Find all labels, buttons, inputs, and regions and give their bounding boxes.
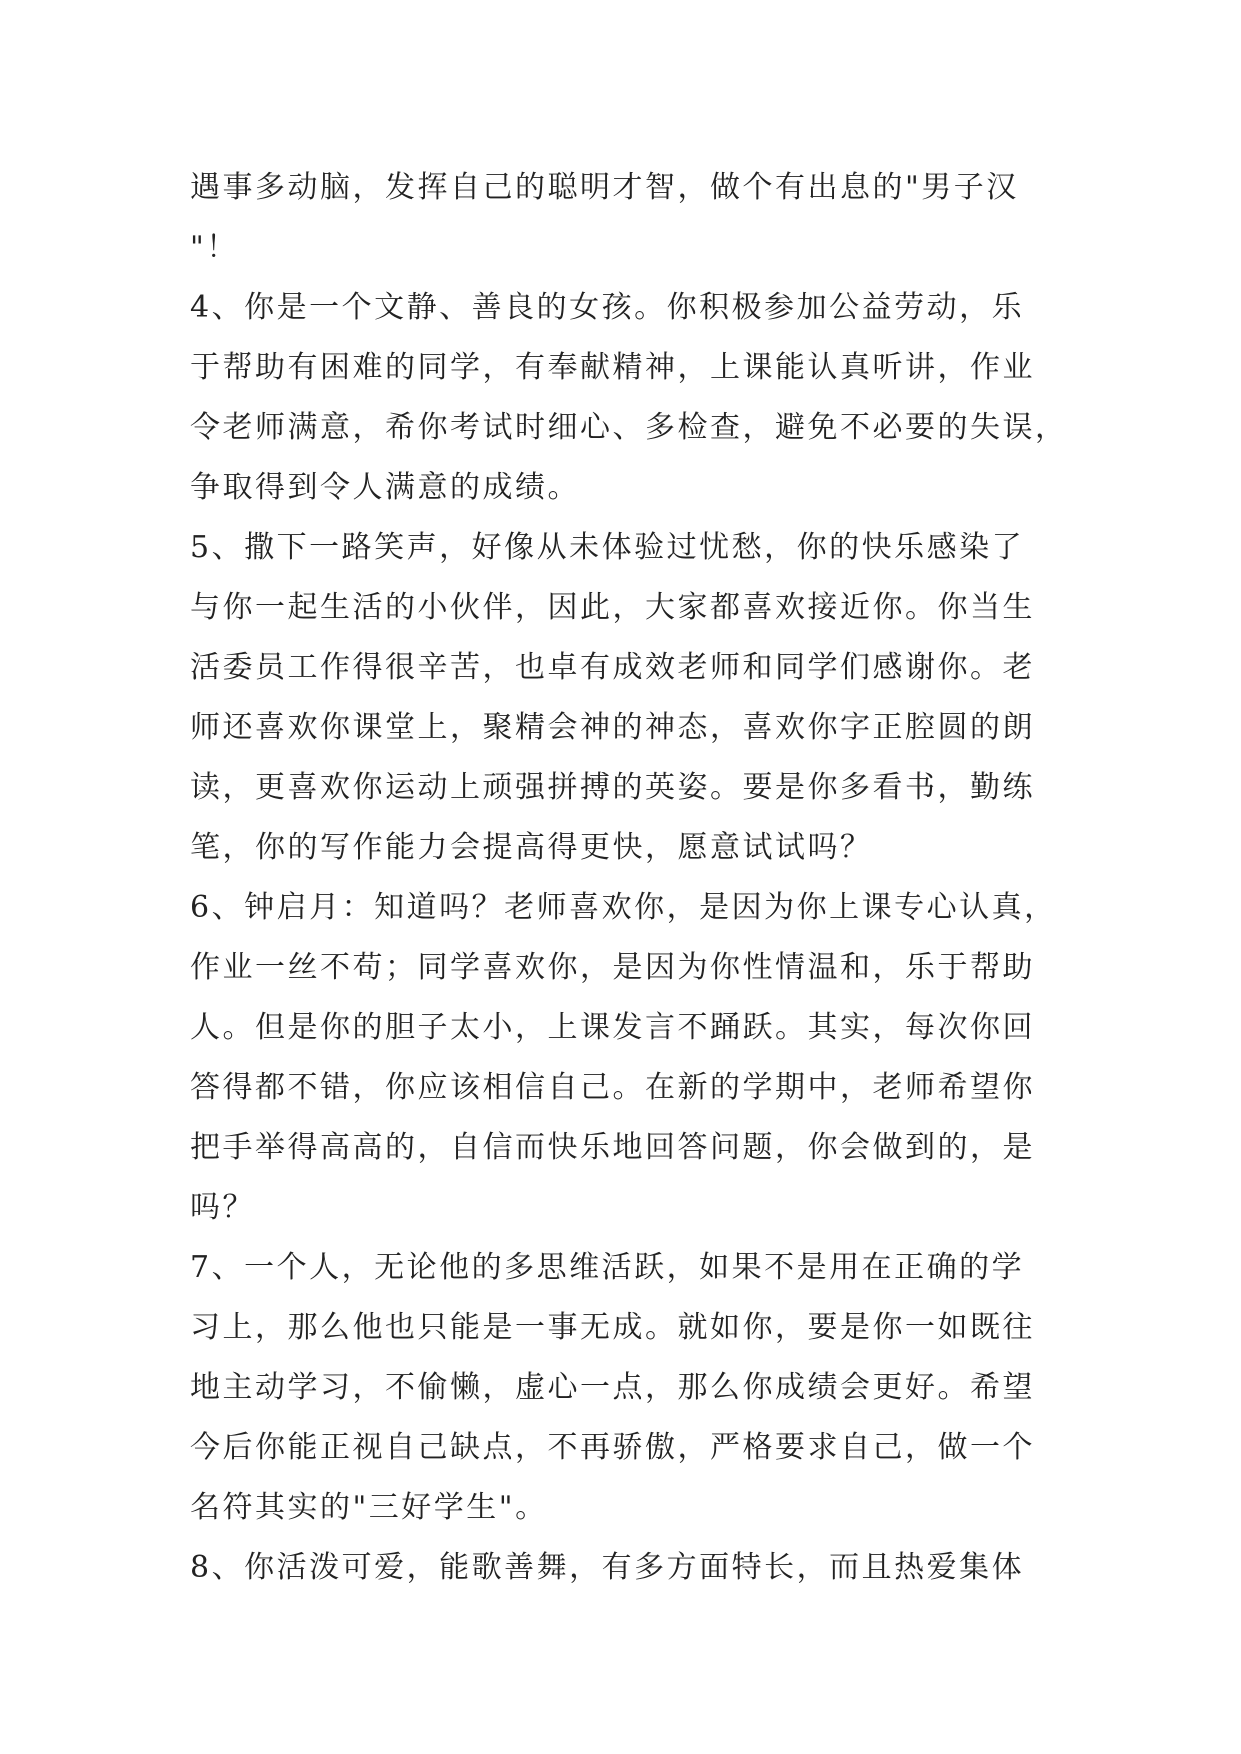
text-line: 与你一起生活的小伙伴，因此，大家都喜欢接近你。你当生 <box>190 590 1035 625</box>
text-line: 7、一个人，无论他的多思维活跃，如果不是用在正确的学 <box>190 1250 1025 1285</box>
text-line: 人。但是你的胆子太小，上课发言不踊跃。其实，每次你回 <box>190 1010 1035 1045</box>
text-line: 遇事多动脑，发挥自己的聪明才智，做个有出息的"男子汉 <box>190 170 1019 205</box>
text-line: 活委员工作得很辛苦，也卓有成效老师和同学们感谢你。老 <box>190 650 1035 685</box>
text-line: 5、撒下一路笑声，好像从未体验过忧愁，你的快乐感染了 <box>190 530 1025 565</box>
document-body <box>190 158 1070 1598</box>
text-line: 6、钟启月：知道吗？老师喜欢你，是因为你上课专心认真， <box>190 890 1057 925</box>
text-line: "！ <box>190 230 239 265</box>
text-line: 于帮助有困难的同学，有奉献精神，上课能认真听讲，作业 <box>190 350 1035 385</box>
text-line: 8、你活泼可爱，能歌善舞，有多方面特长，而且热爱集体 <box>190 1550 1025 1585</box>
text-line: 读，更喜欢你运动上顽强拼搏的英姿。要是你多看书，勤练 <box>190 770 1035 805</box>
text-line: 吗？ <box>190 1190 255 1225</box>
text-line: 答得都不错，你应该相信自己。在新的学期中，老师希望你 <box>190 1070 1035 1105</box>
text-line: 4、你是一个文静、善良的女孩。你积极参加公益劳动，乐 <box>190 290 1025 325</box>
text-line: 作业一丝不苟；同学喜欢你，是因为你性情温和，乐于帮助 <box>190 950 1035 985</box>
text-line: 争取得到令人满意的成绩。 <box>190 470 580 505</box>
text-line: 师还喜欢你课堂上，聚精会神的神态，喜欢你字正腔圆的朗 <box>190 710 1035 745</box>
text-line: 把手举得高高的，自信而快乐地回答问题，你会做到的，是 <box>190 1130 1035 1165</box>
text-line: 地主动学习，不偷懒，虚心一点，那么你成绩会更好。希望 <box>190 1370 1035 1405</box>
text-line: 今后你能正视自己缺点，不再骄傲，严格要求自己，做一个 <box>190 1430 1035 1465</box>
text-line: 名符其实的"三好学生"。 <box>190 1490 548 1525</box>
text-line: 笔，你的写作能力会提高得更快，愿意试试吗？ <box>190 830 873 865</box>
text-line: 习上，那么他也只能是一事无成。就如你，要是你一如既往 <box>190 1310 1035 1345</box>
text-line: 令老师满意，希你考试时细心、多检查，避免不必要的失误， <box>190 410 1068 445</box>
